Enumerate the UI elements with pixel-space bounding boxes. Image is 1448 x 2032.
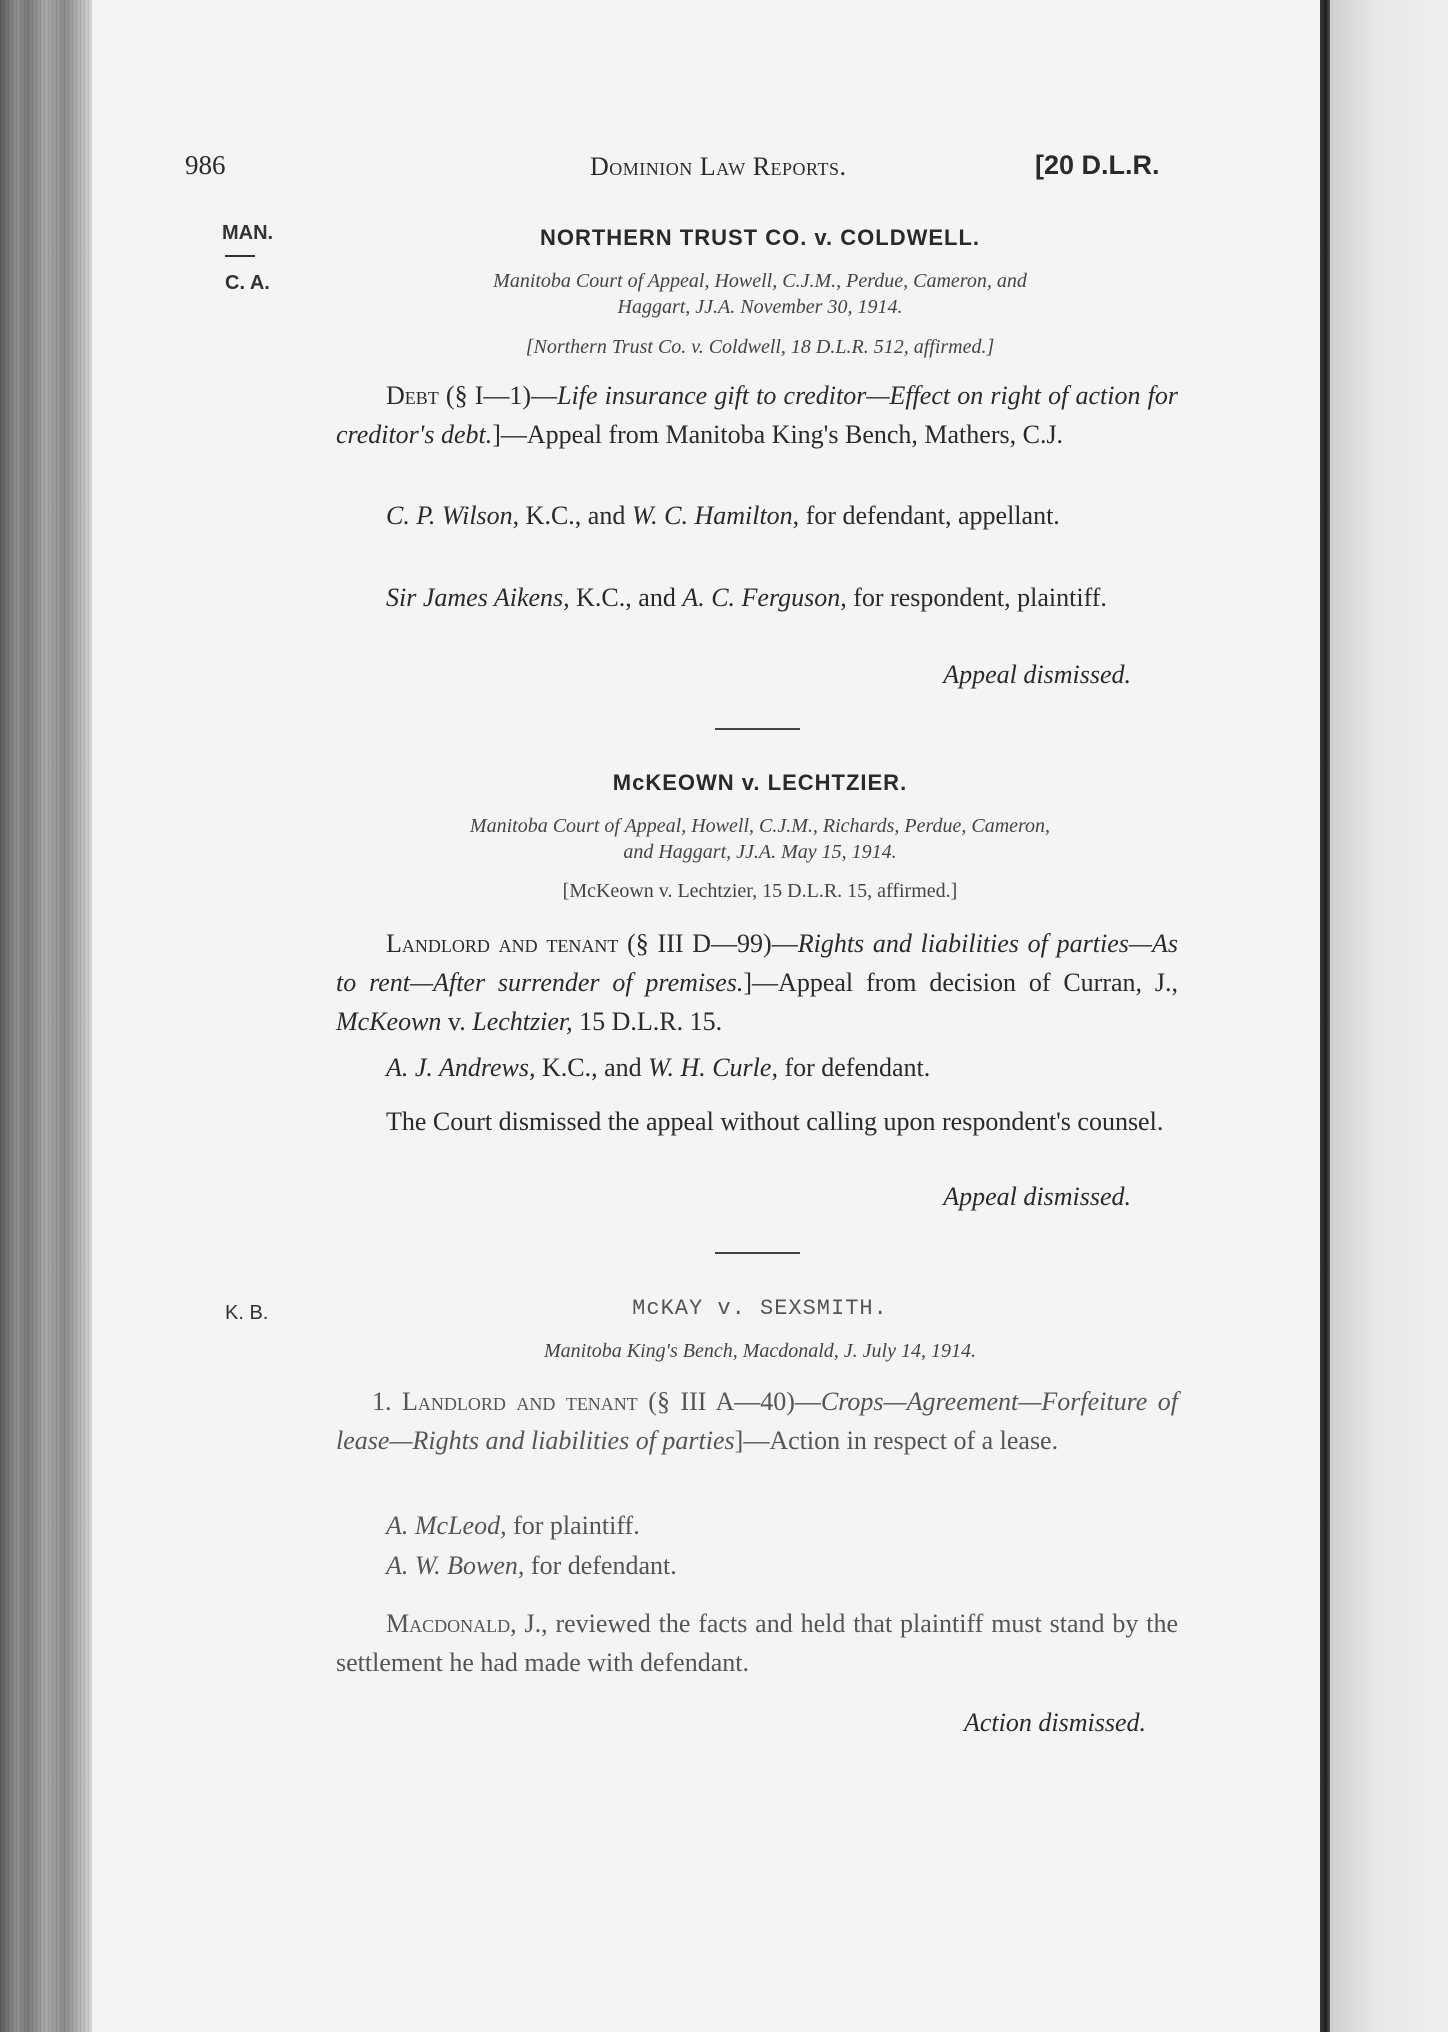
headnote-topic: Landlord and tenant (401, 1387, 638, 1416)
headnote-text: Rights and liabilities of parties—As to rent—After surrender of premises. (336, 929, 1178, 997)
headnote-tail: 15 D.L.R. 15. (572, 1007, 723, 1036)
case3-result: Action dismissed. (964, 1708, 1146, 1737)
headnote-text: Life insurance gift to creditor—Effect on right of action for creditor's debt. (336, 381, 1178, 449)
case1-court-line2: Haggart, JJ.A. November 30, 1914. (617, 296, 903, 318)
counsel-tail: for defendant. (777, 1053, 931, 1082)
case3-court: Manitoba King's Bench, Macdonald, J. July 14, 1914. (544, 1340, 976, 1362)
counsel-name: A. C. Ferguson, (682, 583, 847, 612)
headnote-case: Lechtzier, (472, 1007, 573, 1036)
counsel-mid: K.C., and (535, 1053, 649, 1082)
headnote-section: (§ III A—40)— (637, 1387, 821, 1416)
counsel-tail: for defendant. (524, 1551, 677, 1580)
case2-court (330, 813, 1190, 865)
case3-body (336, 1604, 1178, 1682)
case-divider (715, 1252, 800, 1254)
case1-counsel-respondent (336, 578, 1178, 617)
case1-result: Appeal dismissed. (943, 660, 1131, 689)
counsel-name: A. J. Andrews, (386, 1053, 536, 1082)
headnote-number: 1. (372, 1387, 402, 1416)
headnote-case: McKeown (336, 1007, 442, 1036)
margin-province: MAN. (222, 222, 274, 244)
headnote-tail: ]—Action in respect of a lease. (734, 1426, 1059, 1455)
case2-citation: [McKeown v. Lechtzier, 15 D.L.R. 15, affirmed.] (562, 880, 958, 902)
case2-result: Appeal dismissed. (943, 1182, 1131, 1211)
headnote-text: Crops—Agreement—Forfeiture of lease—Rights and liabilities of parties (336, 1387, 1179, 1455)
headnote-tail: ]—Appeal from decision of Curran, J., (743, 968, 1178, 997)
case2-counsel (336, 1048, 1178, 1087)
case1-citation: [Northern Trust Co. v. Coldwell, 18 D.L.R. 512, affirmed.] (525, 336, 995, 358)
counsel-name: A. W. Bowen, (386, 1551, 525, 1580)
headnote-tail: ]—Appeal from Manitoba King's Bench, Mathers, C.J. (492, 420, 1064, 449)
counsel-name: C. P. Wilson, (386, 501, 520, 530)
counsel-name: Sir James Aikens, (386, 583, 570, 612)
counsel-tail: for respondent, plaintiff. (846, 583, 1107, 612)
case2-title: McKEOWN v. LECHTZIER. (612, 770, 908, 795)
case3-headnote (336, 1382, 1178, 1460)
case1-headnote (336, 376, 1178, 454)
case3-counsel-defendant (336, 1546, 1178, 1585)
counsel-name: W. H. Curle, (648, 1053, 778, 1082)
case2-body: The Court dismissed the appeal without calling upon respondent's counsel. (386, 1107, 1164, 1136)
judge-name: Macdonald (386, 1609, 511, 1638)
page-number: 986 (185, 150, 226, 180)
case2-court-line2: and Haggart, JJ.A. May 15, 1914. (623, 841, 897, 863)
case1-court (330, 268, 1190, 320)
headnote-topic: Debt (386, 381, 439, 410)
headnote-v: v. (441, 1007, 473, 1036)
margin-court-kb: K. B. (225, 1302, 269, 1324)
counsel-mid: K.C., and (569, 583, 683, 612)
margin-court-ca: C. A. (225, 272, 270, 294)
headnote-topic: Landlord and tenant (386, 929, 619, 958)
next-page-edge (1330, 0, 1448, 2032)
case3-counsel-plaintiff (336, 1506, 1178, 1545)
case-divider (715, 728, 800, 730)
case1-title: NORTHERN TRUST CO. v. COLDWELL. (539, 225, 981, 250)
case3-title: McKAY v. SEXSMITH. (632, 1296, 888, 1321)
body-text: , J., reviewed the facts and held that plaintiff must stand by the settlement he had made with defendant. (336, 1609, 1178, 1677)
counsel-name: A. McLeod, (386, 1511, 507, 1540)
case2-court-line1: Manitoba Court of Appeal, Howell, C.J.M., Richards, Perdue, Cameron, (469, 815, 1051, 837)
counsel-mid: K.C., and (519, 501, 632, 530)
page-gutter (1320, 0, 1330, 2032)
case1-court-line1: Manitoba Court of Appeal, Howell, C.J.M., Perdue, Cameron, and (493, 270, 1027, 292)
running-head: Dominion Law Reports. (590, 152, 847, 181)
book-spine (0, 0, 92, 2032)
volume-label: [20 D.L.R. (1035, 150, 1160, 180)
margin-rule (225, 255, 255, 257)
counsel-tail: for plaintiff. (506, 1511, 640, 1540)
headnote-section: (§ III D—99)— (618, 929, 798, 958)
case1-counsel-appellant (336, 496, 1178, 535)
case2-headnote (336, 924, 1178, 1041)
headnote-section: (§ I—1)— (438, 381, 558, 410)
counsel-tail: for defendant, appellant. (799, 501, 1060, 530)
counsel-name: W. C. Hamilton, (631, 501, 800, 530)
